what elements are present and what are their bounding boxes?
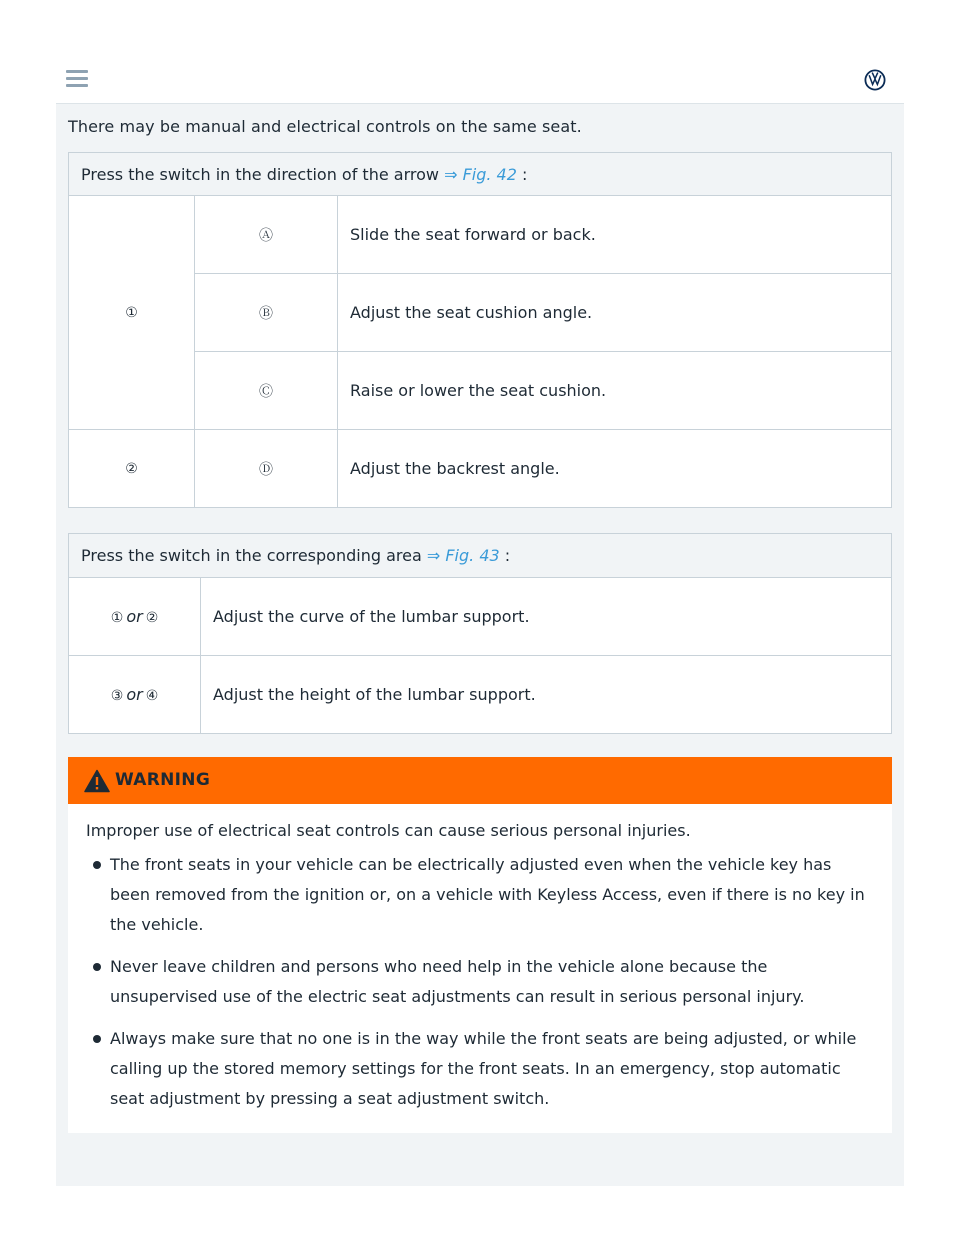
action-text: Adjust the curve of the lumbar support. bbox=[201, 578, 892, 656]
warning-triangle-icon bbox=[84, 769, 110, 793]
lumbar-controls-table bbox=[68, 533, 892, 734]
action-text: Adjust the seat cushion angle. bbox=[338, 274, 892, 352]
switch-area-symbols bbox=[69, 578, 201, 656]
table-header bbox=[69, 534, 892, 578]
top-bar bbox=[56, 56, 904, 104]
manual-content bbox=[56, 104, 904, 1186]
seat-controls-table bbox=[68, 152, 892, 508]
arrow-symbol: Ⓑ bbox=[195, 274, 338, 352]
area-symbol: ④ bbox=[145, 688, 159, 704]
table-row bbox=[69, 430, 892, 508]
bullet-icon bbox=[93, 1035, 101, 1043]
vw-logo-icon[interactable] bbox=[864, 69, 886, 91]
area-symbol: ③ bbox=[110, 688, 124, 704]
or-word: or bbox=[126, 607, 143, 626]
warning-box bbox=[68, 757, 892, 1133]
switch-symbol: ② bbox=[69, 430, 195, 508]
warning-body bbox=[68, 804, 892, 1114]
switch-area-symbols bbox=[69, 656, 201, 734]
header-suffix: : bbox=[522, 164, 528, 184]
arrow-symbol: Ⓓ bbox=[195, 430, 338, 508]
area-symbol: ② bbox=[145, 610, 159, 626]
action-text: Adjust the backrest angle. bbox=[338, 430, 892, 508]
table-header-text: Press the switch in the corresponding area bbox=[81, 546, 422, 565]
list-item bbox=[86, 850, 874, 940]
hamburger-menu-icon[interactable] bbox=[66, 70, 88, 88]
figure-link[interactable]: ⇒ Fig. 43 bbox=[426, 546, 500, 565]
warning-title: WARNING bbox=[115, 770, 211, 790]
table-header-text: Press the switch in the direction of the arrow bbox=[81, 164, 439, 184]
table-row bbox=[69, 578, 892, 656]
or-word: or bbox=[126, 685, 143, 704]
action-text: Slide the seat forward or back. bbox=[338, 196, 892, 274]
arrow-symbol: Ⓒ bbox=[195, 352, 338, 430]
intro-text: There may be manual and electrical controls on the same seat. bbox=[68, 117, 582, 136]
warning-lead: Improper use of electrical seat controls can cause serious personal injuries. bbox=[86, 821, 691, 840]
warning-list bbox=[86, 850, 874, 1114]
bullet-icon bbox=[93, 861, 101, 869]
table-row bbox=[69, 656, 892, 734]
action-text: Adjust the height of the lumbar support. bbox=[201, 656, 892, 734]
bullet-icon bbox=[93, 963, 101, 971]
arrow-symbol: Ⓐ bbox=[195, 196, 338, 274]
table-row bbox=[69, 196, 892, 274]
area-symbol: ① bbox=[110, 610, 124, 626]
list-item bbox=[86, 952, 874, 1012]
list-item bbox=[86, 1024, 874, 1114]
switch-symbol: ① bbox=[69, 196, 195, 430]
warning-header bbox=[68, 757, 892, 804]
bullet-text: Always make sure that no one is in the way while the front seats are being adjusted, or while calling up the stored memory settings for the front seats. In an emergency, stop automatic seat adjustment by pressing a seat adjustment switch. bbox=[110, 1029, 857, 1108]
bullet-text: The front seats in your vehicle can be electrically adjusted even when the vehicle key has been removed from the ignition or, on a vehicle with Keyless Access, even if there is no key in the vehicle. bbox=[110, 855, 865, 934]
table-header bbox=[69, 153, 892, 196]
action-text: Raise or lower the seat cushion. bbox=[338, 352, 892, 430]
figure-link[interactable]: ⇒ Fig. 42 bbox=[444, 164, 517, 184]
bullet-text: Never leave children and persons who need help in the vehicle alone because the unsupervised use of the electric seat adjustments can result in serious personal injury. bbox=[110, 957, 805, 1006]
header-suffix: : bbox=[504, 546, 511, 565]
